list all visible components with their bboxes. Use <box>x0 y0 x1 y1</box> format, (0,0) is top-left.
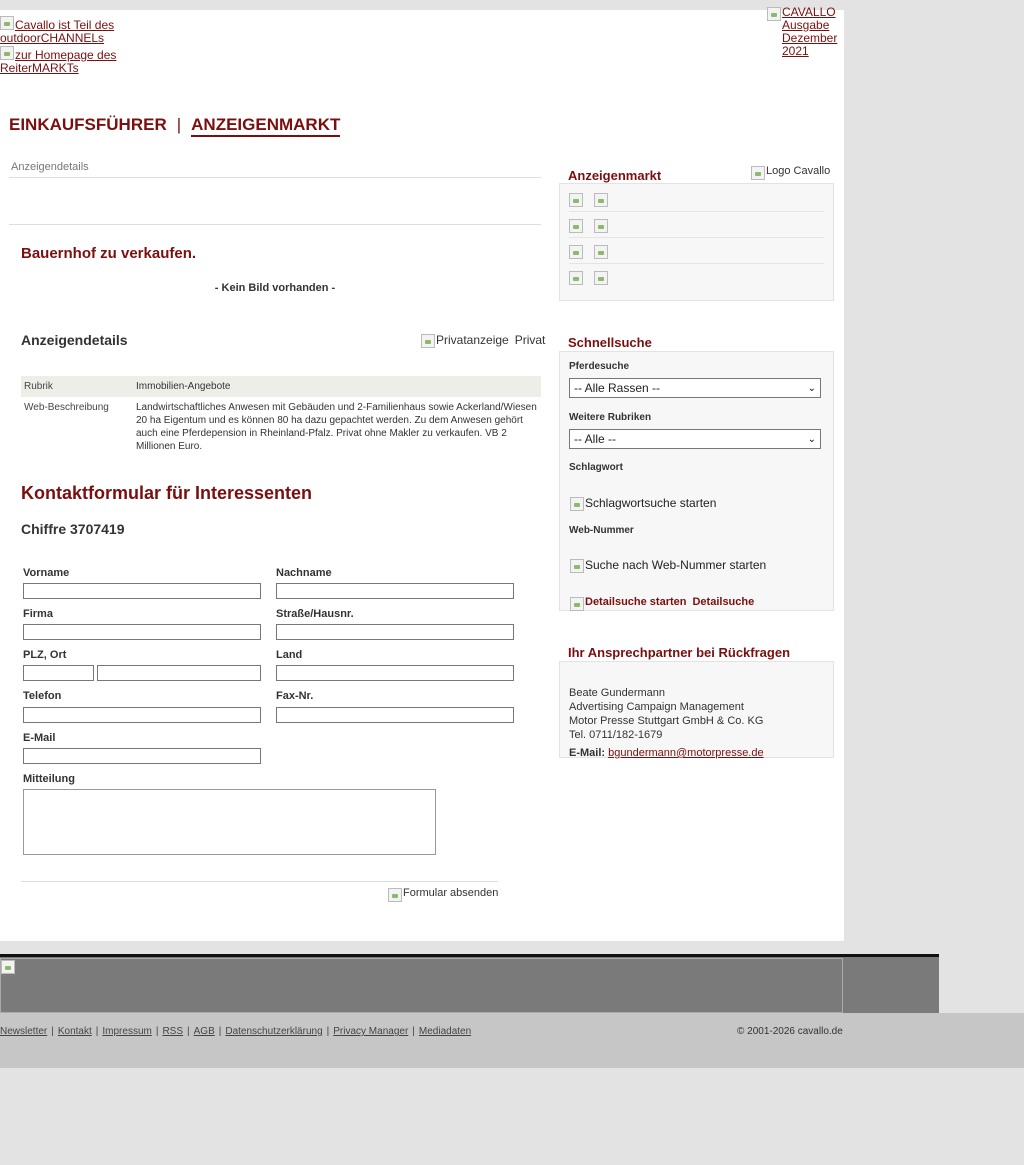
footer-banner <box>0 954 939 1013</box>
broken-image-icon <box>1 959 16 973</box>
broken-image-icon <box>594 270 609 284</box>
issue-image-link[interactable]: CAVALLO Ausgabe Dezember 2021 <box>767 6 839 58</box>
anzeigenmarkt-box <box>559 183 834 301</box>
footer <box>0 1013 1024 1068</box>
broken-image-icon <box>594 218 609 232</box>
divider <box>9 224 541 225</box>
broken-image-icon <box>0 46 14 60</box>
outdoorchannel-link[interactable]: Cavallo ist Teil des outdoorCHANNELs <box>0 18 115 45</box>
footer-links <box>0 1026 471 1037</box>
fax-input[interactable] <box>276 707 514 723</box>
detailsearch-link[interactable]: Detailsuche <box>692 596 755 608</box>
vorname-label: Vorname <box>23 567 70 579</box>
email-label: E-Mail <box>23 732 56 744</box>
details-heading: Anzeigendetails <box>21 332 128 348</box>
telefon-label: Telefon <box>23 690 62 702</box>
footer-separator: | <box>412 1026 415 1037</box>
rubriken-label: Weitere Rubriken <box>569 412 652 423</box>
table-row <box>21 376 541 397</box>
private-ad-image: Privatanzeige <box>421 333 509 347</box>
footer-banner-image <box>0 958 843 1013</box>
schlagwort-label: Schlagwort <box>569 462 623 473</box>
nav-einkaufsfuehrer[interactable]: EINKAUFSFÜHRER <box>9 115 167 134</box>
ort-input[interactable] <box>97 665 261 681</box>
contact-person-details <box>569 686 764 760</box>
pferdesuche-label: Pferdesuche <box>569 361 630 372</box>
webnummer-search-button[interactable]: Suche nach Web-Nummer starten <box>570 558 766 572</box>
chevron-down-icon: ⌄ <box>807 382 816 394</box>
footer-link-agb[interactable]: AGB <box>193 1026 215 1037</box>
broken-image-icon <box>570 497 584 511</box>
list-item[interactable] <box>569 264 824 290</box>
chiffre-number: Chiffre 3707419 <box>21 521 125 537</box>
telefon-input[interactable] <box>23 707 261 723</box>
broken-image-icon <box>421 334 435 348</box>
rubriken-select[interactable] <box>569 429 821 449</box>
row-value: Immobilien-Angebote <box>133 376 541 397</box>
plz-ort-label: PLZ, Ort <box>23 649 67 661</box>
mitteilung-label: Mitteilung <box>23 773 75 785</box>
land-input[interactable] <box>276 665 514 681</box>
strasse-label: Straße/Hausnr. <box>276 608 354 620</box>
list-item[interactable] <box>569 238 824 264</box>
broken-image-icon <box>751 166 765 180</box>
cavallo-logo: Logo Cavallo <box>751 165 830 179</box>
footer-separator: | <box>155 1026 159 1037</box>
broken-image-icon <box>594 244 609 258</box>
submit-form-button[interactable]: Formular absenden <box>388 887 498 901</box>
footer-link-newsletter[interactable]: Newsletter <box>0 1026 48 1037</box>
broken-image-icon <box>767 7 781 21</box>
broken-image-icon <box>569 192 584 206</box>
broken-image-icon <box>569 270 584 284</box>
footer-separator: | <box>95 1026 99 1037</box>
current-issue-link[interactable] <box>767 6 839 58</box>
footer-separator: | <box>218 1026 222 1037</box>
email-input[interactable] <box>23 748 261 764</box>
contact-role: Advertising Campaign Management <box>569 701 744 713</box>
plz-input[interactable] <box>23 665 94 681</box>
ad-title: Bauernhof zu verkaufen. <box>21 245 197 262</box>
broken-image-icon <box>570 559 584 573</box>
anzeigenmarkt-heading: Anzeigenmarkt <box>568 168 662 183</box>
header-links <box>0 15 130 75</box>
rassen-select[interactable] <box>569 378 821 398</box>
list-item[interactable] <box>569 212 824 238</box>
contact-email-row <box>569 746 764 760</box>
broken-image-icon <box>569 218 584 232</box>
row-key: Web-Beschreibung <box>24 402 109 413</box>
broken-image-icon <box>594 192 609 206</box>
nav-anzeigenmarkt[interactable]: ANZEIGENMARKT <box>191 115 340 137</box>
detailsearch-button[interactable]: Detailsuche starten <box>570 596 686 610</box>
chevron-down-icon: ⌄ <box>807 433 816 445</box>
vorname-input[interactable] <box>23 583 261 599</box>
footer-link-impressum[interactable]: Impressum <box>102 1026 152 1037</box>
broken-image-icon <box>570 597 584 611</box>
firma-label: Firma <box>23 608 53 620</box>
footer-separator: | <box>326 1026 330 1037</box>
no-image-note: - Kein Bild vorhanden - <box>214 282 336 294</box>
private-ad-indicator <box>421 333 545 347</box>
broken-image-icon <box>388 888 402 902</box>
footer-separator: | <box>187 1026 190 1037</box>
row-key: Rubrik <box>21 376 133 397</box>
broken-image-icon <box>569 244 584 258</box>
main-nav <box>9 115 340 135</box>
contact-person-heading: Ihr Ansprechpartner bei Rückfragen <box>568 645 791 660</box>
fax-label: Fax-Nr. <box>276 690 314 702</box>
strasse-input[interactable] <box>276 624 514 640</box>
broken-image-icon <box>0 16 14 30</box>
footer-separator: | <box>51 1026 54 1037</box>
mitteilung-textarea[interactable] <box>23 789 436 855</box>
land-label: Land <box>276 649 303 661</box>
footer-link-privacy-manager[interactable]: Privacy Manager <box>333 1026 409 1037</box>
list-item[interactable] <box>569 186 824 212</box>
contact-email-link[interactable]: bgundermann@motorpresse.de <box>608 747 764 759</box>
footer-link-datenschutz[interactable]: Datenschutzerklärung <box>225 1026 323 1037</box>
contact-tel: Tel. 0711/182-1679 <box>569 729 663 741</box>
contact-name: Beate Gundermann <box>569 687 666 699</box>
detailsearch-row <box>570 596 754 610</box>
private-label: Privat <box>514 333 546 347</box>
page-container <box>0 5 844 941</box>
contact-form-heading: Kontaktformular für Interessenten <box>21 483 313 503</box>
top-strip <box>0 0 1024 10</box>
email-label: E-Mail: <box>569 747 606 759</box>
rassen-select-value: -- Alle Rassen -- <box>574 381 661 395</box>
schlagwort-search-button[interactable]: Schlagwortsuche starten <box>570 496 716 510</box>
schnellsuche-heading: Schnellsuche <box>568 335 652 350</box>
table-row <box>21 397 541 457</box>
nachname-label: Nachname <box>276 567 332 579</box>
rubriken-select-value: -- Alle -- <box>574 432 616 446</box>
footer-link-mediadaten[interactable]: Mediadaten <box>418 1026 472 1037</box>
webnummer-label: Web-Nummer <box>569 525 634 536</box>
footer-link-kontakt[interactable]: Kontakt <box>57 1026 92 1037</box>
row-value: Landwirtschaftliches Anwesen mit Gebäuden und 2-Familienhaus sowie Ackerland/Wiesen 20 ha Eigentum und es können 80 ha dazu gepachtet werden. Zu dem Anwesen gehört auch eine Pferdepension in Rheinland-Pfalz. Privat ohne Makler zu verkaufen. VB 2 Millionen Euro. <box>136 402 537 452</box>
reitermarkt-link[interactable]: zur Homepage des ReiterMARKTs <box>0 48 117 75</box>
ad-details-table <box>21 376 541 457</box>
firma-input[interactable] <box>23 624 261 640</box>
nachname-input[interactable] <box>276 583 514 599</box>
copyright: © 2001-2026 cavallo.de <box>737 1026 843 1037</box>
form-divider <box>21 881 498 882</box>
nav-separator: | <box>176 115 182 134</box>
breadcrumb: Anzeigendetails <box>9 161 541 178</box>
footer-link-rss[interactable]: RSS <box>162 1026 184 1037</box>
contact-company: Motor Presse Stuttgart GmbH & Co. KG <box>569 715 764 727</box>
